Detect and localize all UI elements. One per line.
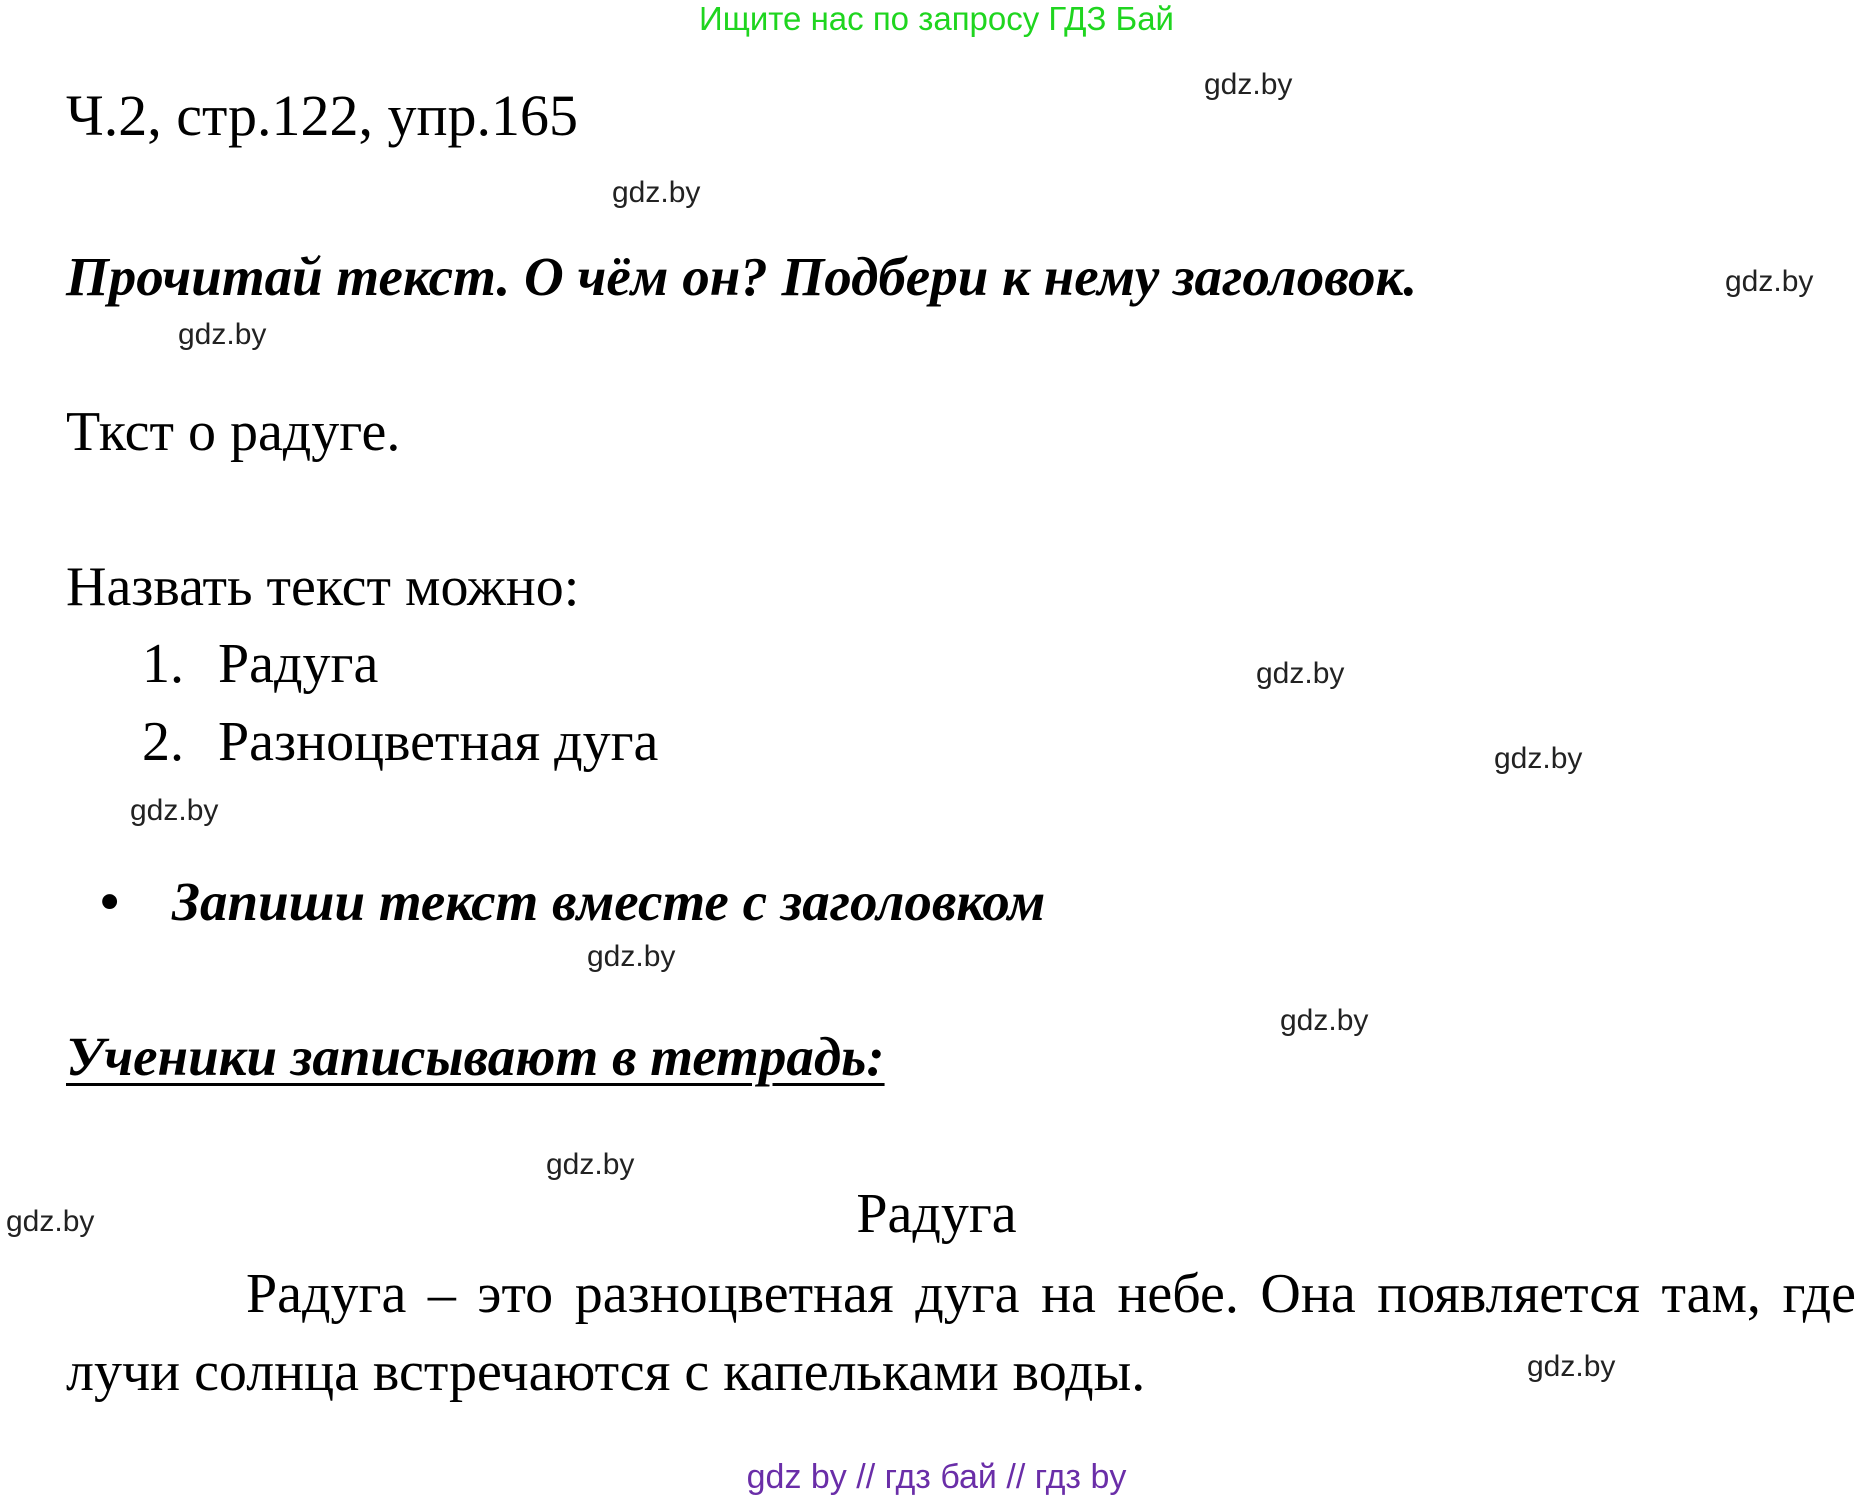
watermark: gdz.by — [612, 176, 701, 209]
watermark: gdz.by — [1725, 265, 1814, 298]
list-item-number: 2. — [142, 711, 184, 773]
options-intro: Назвать текст можно: — [66, 556, 580, 618]
list-item-number: 1. — [142, 633, 184, 695]
list-item-text: Радуга — [218, 633, 379, 695]
watermark: gdz.by — [178, 318, 267, 351]
top-banner: Ищите нас по запросу ГДЗ Бай — [699, 0, 1174, 37]
watermark: gdz.by — [587, 940, 676, 973]
essay-body: Радуга – это разноцветная дуга на небе. Она появляется там, где лучи солнца встречаются с капельками воды. — [66, 1263, 1856, 1403]
watermark: gdz.by — [1527, 1350, 1616, 1383]
watermark: gdz.by — [1204, 68, 1293, 101]
watermark: gdz.by — [6, 1205, 95, 1238]
bullet-icon: • — [100, 871, 120, 932]
footer-links: gdz by // гдз бай // гдз by — [746, 1458, 1127, 1496]
list-item — [142, 632, 378, 696]
students-note: Ученики записывают в тетрадь: — [66, 1026, 885, 1087]
watermark: gdz.by — [1256, 657, 1345, 690]
answer-text: Ткст о радуге. — [66, 401, 401, 463]
page-heading: Ч.2, стр.122, упр.165 — [66, 83, 579, 148]
watermark: gdz.by — [1280, 1004, 1369, 1037]
watermark: gdz.by — [130, 794, 219, 827]
list-item-text: Разноцветная дуга — [218, 711, 659, 773]
bullet-task — [100, 870, 1045, 933]
task-instruction: Прочитай текст. О чём он? Подбери к нему заголовок. — [66, 246, 1418, 307]
list-item — [142, 710, 658, 774]
essay-title: Радуга — [856, 1183, 1017, 1245]
watermark: gdz.by — [546, 1148, 635, 1181]
bullet-task-text: Запиши текст вместе с заголовком — [172, 871, 1046, 932]
watermark: gdz.by — [1494, 742, 1583, 775]
